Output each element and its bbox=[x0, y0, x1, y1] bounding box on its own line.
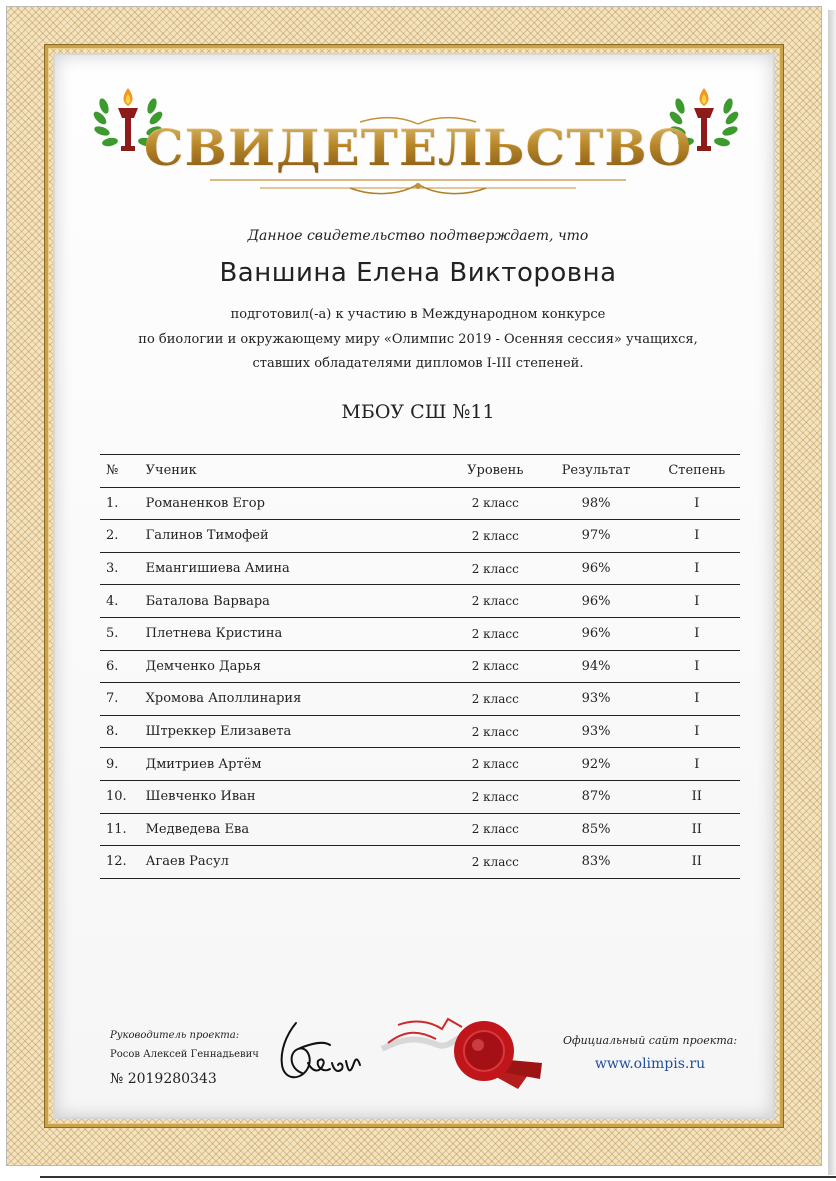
cell-level: 2 класс bbox=[452, 650, 538, 683]
cell-result: 97% bbox=[538, 520, 653, 553]
cell-student: Дмитриев Артём bbox=[136, 748, 452, 781]
cell-student: Агаев Расул bbox=[136, 846, 452, 879]
cell-student: Медведева Ева bbox=[136, 813, 452, 846]
results-table bbox=[100, 454, 740, 879]
cell-result: 87% bbox=[538, 780, 653, 813]
cell-degree: I bbox=[654, 520, 740, 553]
table-row bbox=[100, 487, 740, 520]
cell-student: Плетнева Кристина bbox=[136, 617, 452, 650]
cell-result: 92% bbox=[538, 748, 653, 781]
cell-level: 2 класс bbox=[452, 487, 538, 520]
header-student: Ученик bbox=[136, 455, 452, 488]
cell-student: Шевченко Иван bbox=[136, 780, 452, 813]
cell-level: 2 класс bbox=[452, 552, 538, 585]
description-line: по биологии и окружающему миру «Олимпис 2019 - Осенняя сессия» учащихся, bbox=[138, 332, 698, 347]
header-level: Уровень bbox=[452, 455, 538, 488]
cell-degree: II bbox=[654, 780, 740, 813]
header-result: Результат bbox=[538, 455, 653, 488]
cell-level: 2 класс bbox=[452, 780, 538, 813]
cell-number: 10. bbox=[100, 780, 136, 813]
cell-student: Емангишиева Амина bbox=[136, 552, 452, 585]
cell-degree: I bbox=[654, 650, 740, 683]
cell-level: 2 класс bbox=[452, 617, 538, 650]
cell-result: 93% bbox=[538, 683, 653, 716]
table-row bbox=[100, 552, 740, 585]
page-shadow bbox=[828, 10, 836, 1175]
cell-degree: I bbox=[654, 617, 740, 650]
site-url-link[interactable]: www.olimpis.ru bbox=[594, 1056, 706, 1072]
cell-degree: I bbox=[654, 715, 740, 748]
cell-result: 83% bbox=[538, 846, 653, 879]
table-row bbox=[100, 520, 740, 553]
signature-icon bbox=[268, 1015, 368, 1085]
cell-student: Баталова Варвара bbox=[136, 585, 452, 618]
cell-student: Штреккер Елизавета bbox=[136, 715, 452, 748]
cell-level: 2 класс bbox=[452, 715, 538, 748]
cell-student: Демченко Дарья bbox=[136, 650, 452, 683]
table-row bbox=[100, 683, 740, 716]
cell-level: 2 класс bbox=[452, 748, 538, 781]
cell-student: Романенков Егор bbox=[136, 487, 452, 520]
cell-student: Галинов Тимофей bbox=[136, 520, 452, 553]
cell-number: 9. bbox=[100, 748, 136, 781]
cell-level: 2 класс bbox=[452, 813, 538, 846]
cell-level: 2 класс bbox=[452, 585, 538, 618]
table-row bbox=[100, 715, 740, 748]
cell-student: Хромова Аполлинария bbox=[136, 683, 452, 716]
cell-degree: I bbox=[654, 487, 740, 520]
certificate-number: № 2019280343 bbox=[110, 1071, 217, 1087]
table-row bbox=[100, 813, 740, 846]
cell-number: 3. bbox=[100, 552, 136, 585]
cell-result: 96% bbox=[538, 617, 653, 650]
cell-number: 2. bbox=[100, 520, 136, 553]
signer-name: Росов Алексей Геннадьевич bbox=[110, 1049, 259, 1060]
cell-result: 94% bbox=[538, 650, 653, 683]
cell-degree: I bbox=[654, 748, 740, 781]
cell-result: 98% bbox=[538, 487, 653, 520]
table-row bbox=[100, 748, 740, 781]
header-degree: Степень bbox=[654, 455, 740, 488]
table-row bbox=[100, 846, 740, 879]
title-flourish bbox=[200, 174, 636, 196]
signer-label: Руководитель проекта: bbox=[110, 1030, 240, 1041]
table-header-row bbox=[100, 455, 740, 488]
table-row bbox=[100, 617, 740, 650]
cell-degree: I bbox=[654, 683, 740, 716]
cell-number: 5. bbox=[100, 617, 136, 650]
school-name: МБОУ СШ №11 bbox=[341, 401, 495, 423]
cell-result: 85% bbox=[538, 813, 653, 846]
description-line: ставших обладателями дипломов I-III степеней. bbox=[252, 356, 584, 371]
table-row bbox=[100, 585, 740, 618]
cell-degree: II bbox=[654, 813, 740, 846]
cell-number: 6. bbox=[100, 650, 136, 683]
confirm-text: Данное свидетельство подтверждает, что bbox=[247, 228, 589, 244]
cell-result: 93% bbox=[538, 715, 653, 748]
cell-level: 2 класс bbox=[452, 520, 538, 553]
cell-degree: I bbox=[654, 585, 740, 618]
cell-level: 2 класс bbox=[452, 683, 538, 716]
cell-number: 12. bbox=[100, 846, 136, 879]
cell-degree: II bbox=[654, 846, 740, 879]
table-row bbox=[100, 780, 740, 813]
cell-result: 96% bbox=[538, 585, 653, 618]
wax-seal-icon bbox=[378, 1005, 548, 1097]
cell-number: 7. bbox=[100, 683, 136, 716]
site-label: Официальный сайт проекта: bbox=[562, 1034, 738, 1047]
cell-number: 4. bbox=[100, 585, 136, 618]
table-row bbox=[100, 650, 740, 683]
cell-number: 1. bbox=[100, 487, 136, 520]
page-bottom-rule bbox=[40, 1176, 836, 1178]
cell-number: 11. bbox=[100, 813, 136, 846]
certificate-title: СВИДЕТЕЛЬСТВО bbox=[0, 118, 836, 177]
person-name: Ваншина Елена Викторовна bbox=[219, 258, 617, 288]
cell-result: 96% bbox=[538, 552, 653, 585]
header-number: № bbox=[100, 455, 136, 488]
description-line: подготовил(-а) к участию в Международном конкурсе bbox=[230, 307, 606, 322]
cell-degree: I bbox=[654, 552, 740, 585]
cell-number: 8. bbox=[100, 715, 136, 748]
cell-level: 2 класс bbox=[452, 846, 538, 879]
